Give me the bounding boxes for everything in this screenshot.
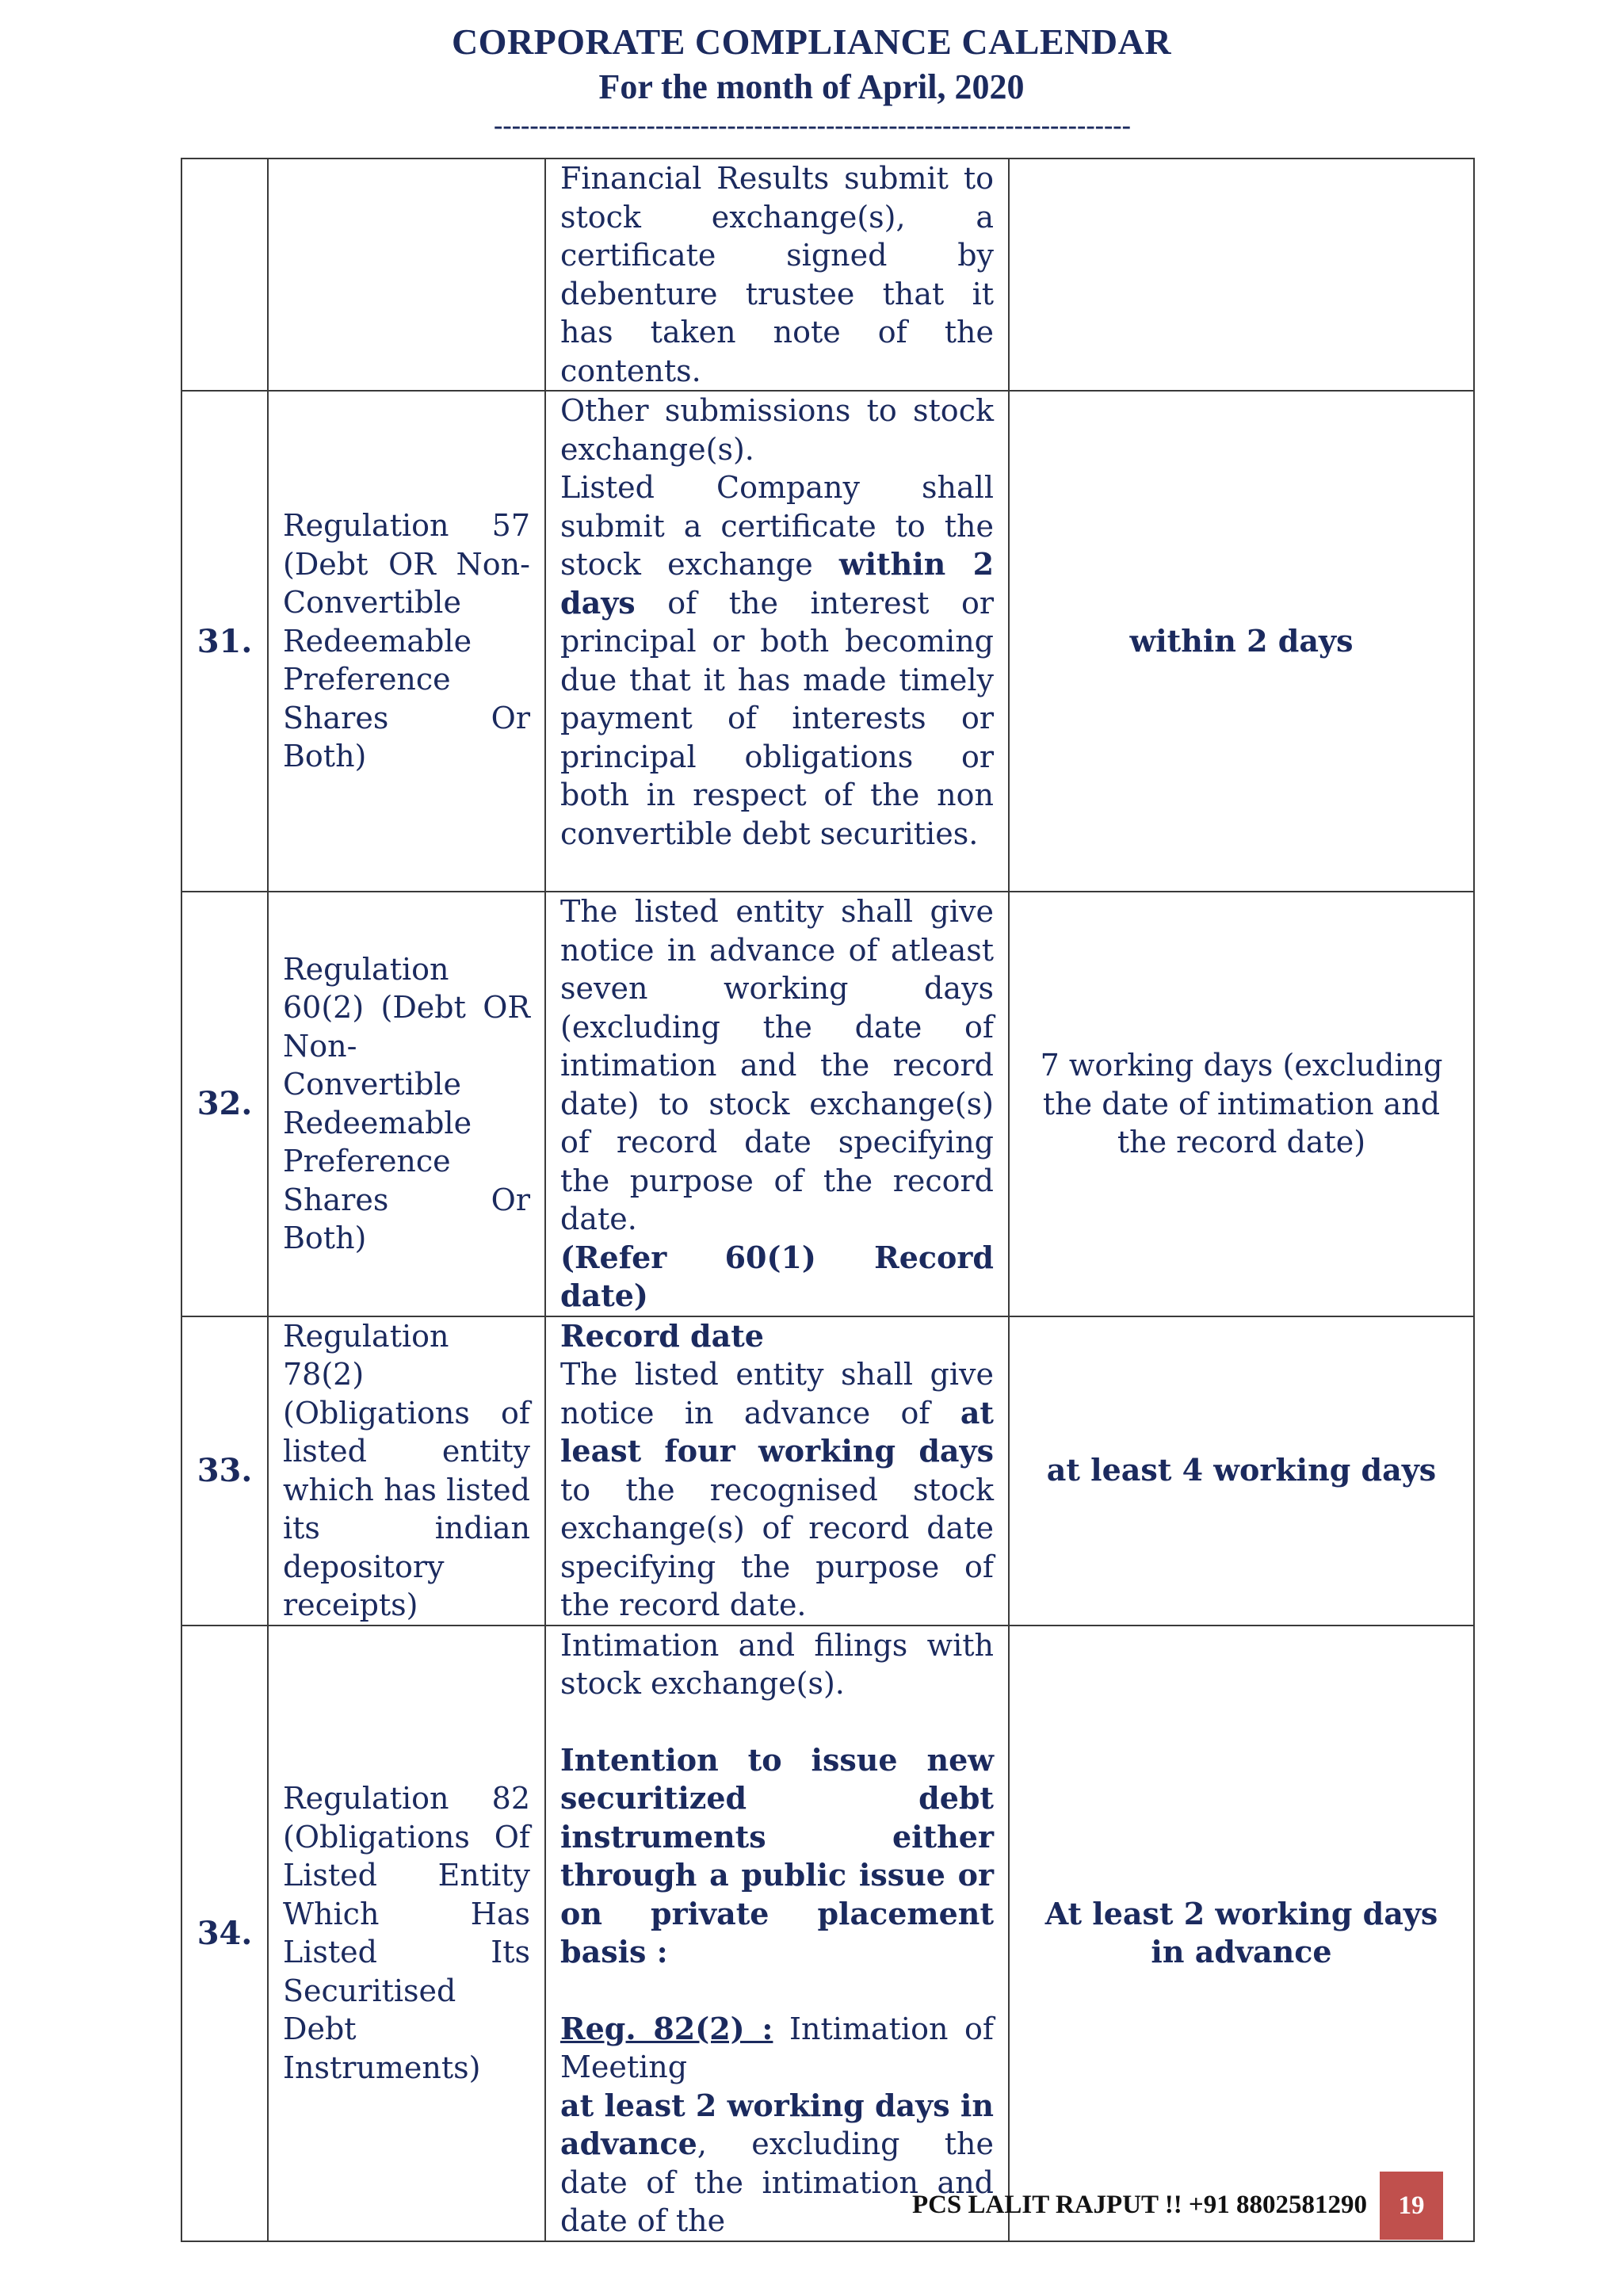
- description-text: Intimation of Meeting: [560, 2011, 994, 2084]
- row-number: 33.: [181, 1316, 268, 1626]
- footer-author: PCS LALIT RAJPUT !! +91 8802581290: [911, 2191, 1367, 2219]
- due-date-cell: within 2 days: [1009, 391, 1474, 892]
- description-text: to the recognised stock exchange(s) of record date specifying the purpose of the record date.: [560, 1472, 994, 1622]
- spacer: [560, 1972, 994, 2010]
- compliance-table: [181, 158, 1475, 2242]
- page-number: 19: [1380, 2172, 1443, 2240]
- description-line: Other submissions to stock exchange(s).: [560, 393, 994, 467]
- description-emphasis: at least four working days: [560, 1394, 994, 1469]
- description-text: , excluding the date of the intimation and date of the: [560, 2126, 994, 2238]
- regulation-reference: Reg. 82(2) :: [560, 2010, 773, 2046]
- row-number: 31.: [181, 391, 268, 892]
- due-date-cell: [1009, 159, 1474, 391]
- description-paragraph: The listed entity shall give notice in advance of atleast seven working days (excluding the date of intimation and the record date) to stock exchange(s) of record date specifying the purpose of the record date.: [560, 894, 994, 1236]
- document-title: CORPORATE COMPLIANCE CALENDAR: [451, 21, 1172, 62]
- description-paragraph: [560, 468, 994, 853]
- description-cell: [545, 1316, 1009, 1626]
- row-number: 34.: [181, 1626, 268, 2241]
- due-date-cell: At least 2 working days in advance: [1009, 1626, 1474, 2241]
- description-line: Intimation and filings with stock exchange(s).: [560, 1627, 994, 1701]
- table-row: [181, 391, 1474, 892]
- regulation-cell: Regulation 57 (Debt OR Non-Convertible Redeemable Preference Shares Or Both): [268, 391, 545, 892]
- description-paragraph: [560, 2010, 994, 2087]
- table-row: [181, 159, 1474, 391]
- regulation-cell: Regulation 60(2) (Debt OR Non-Convertible Redeemable Preference Shares Or Both): [268, 892, 545, 1316]
- description-heading: Intention to issue new securitized debt instruments either through a public issue or on private placement basis :: [560, 1741, 994, 1969]
- regulation-cell: [268, 159, 545, 391]
- table-row: [181, 1316, 1474, 1626]
- table-row: [181, 1626, 1474, 2241]
- description-paragraph: [560, 1355, 994, 1625]
- row-number: 32.: [181, 892, 268, 1316]
- description-reference: (Refer 60(1) Record date): [560, 1239, 994, 1313]
- description-cell: Financial Results submit to stock exchange(s), a certificate signed by debenture trustee that it has taken note of the contents.: [545, 159, 1009, 391]
- spacer: [560, 1703, 994, 1741]
- description-emphasis: within 2 days: [560, 546, 995, 621]
- description-heading: Record date: [560, 1317, 764, 1354]
- due-date-cell: at least 4 working days: [1009, 1316, 1474, 1626]
- description-text: of the interest or principal or both becoming due that it has made timely payment of interests or principal obligations or both in respect of the non convertible debt securities.: [560, 585, 994, 851]
- description-cell: [545, 1626, 1009, 2241]
- regulation-cell: Regulation 78(2) (Obligations of listed entity which has listed its indian depository receipts): [268, 1316, 545, 1626]
- description-text: The listed entity shall give notice in advance of: [560, 1357, 994, 1431]
- row-number: [181, 159, 268, 391]
- document-subtitle: For the month of April, 2020: [598, 67, 1025, 106]
- title-divider: -----------------------------------------------------------------------: [494, 111, 1131, 140]
- regulation-cell: Regulation 82 (Obligations Of Listed Entity Which Has Listed Its Securitised Debt Instruments): [268, 1626, 545, 2241]
- description-cell: [545, 892, 1009, 1316]
- table-row: [181, 892, 1474, 1316]
- due-date-cell: 7 working days (excluding the date of intimation and the record date): [1009, 892, 1474, 1316]
- description-emphasis: at least 2 working days in advance: [560, 2087, 994, 2161]
- description-text: Listed Company shall submit a certificate to the stock exchange: [560, 470, 994, 582]
- description-cell: [545, 391, 1009, 892]
